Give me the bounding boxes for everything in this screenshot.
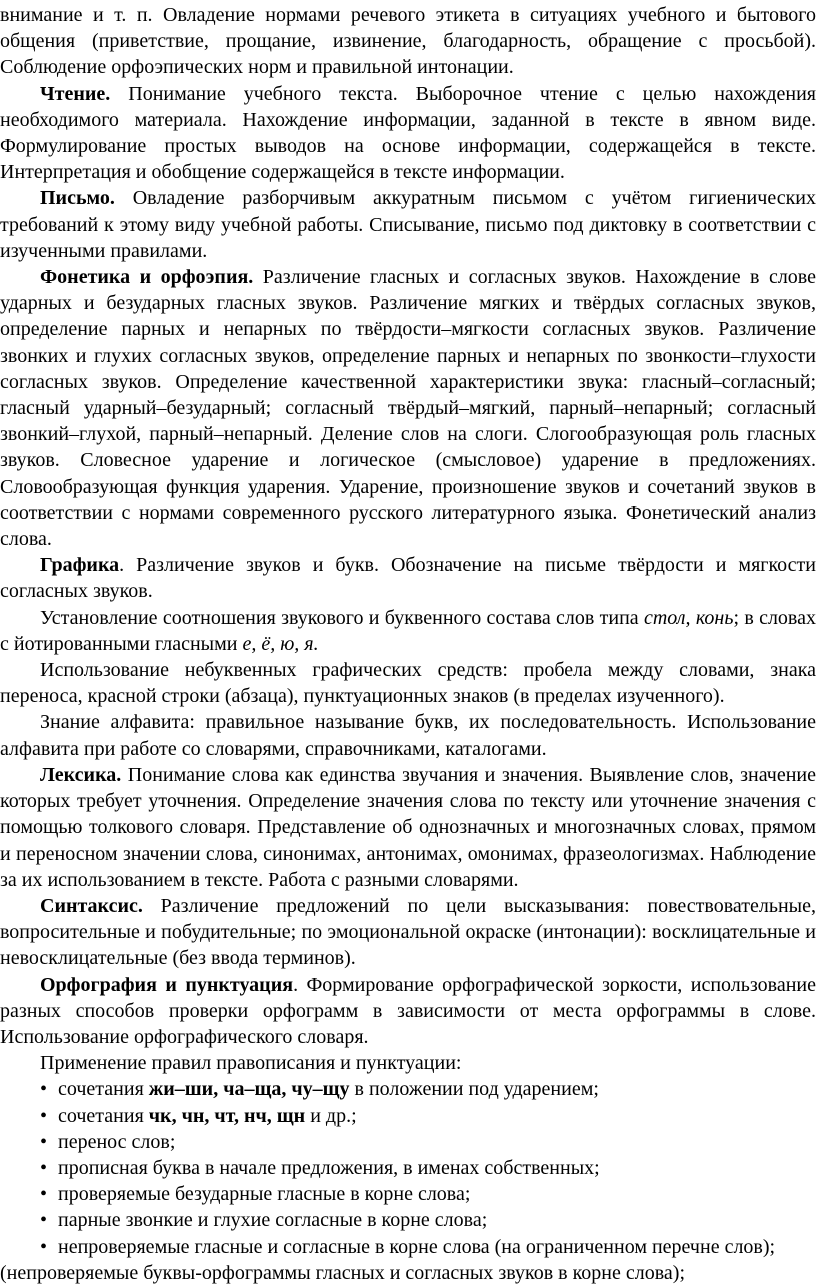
list-item-text: парные звонкие и глухие согласные в корне слова; — [58, 1209, 488, 1232]
list-item — [0, 1181, 816, 1207]
list-item-bold: чк, чн, чт, нч, щн — [148, 1104, 306, 1127]
paragraph-text: Использование небуквенных графических средств: пробела между словами, знака переноса, красной строки (абзаца), пунктуационных знаков (в пределах изученного). — [0, 659, 816, 708]
list-item — [0, 1207, 816, 1233]
paragraph-writing — [0, 185, 816, 264]
paragraph-lexicon — [0, 762, 816, 893]
paragraph-rules-intro — [0, 1050, 816, 1076]
bullet-icon: • — [40, 1104, 48, 1127]
paragraph-graphics-nonletter — [0, 657, 816, 709]
paragraph-text: Различение гласных и согласных звуков. Нахождение в слове ударных и безударных гласных звуков. Различение мягких и твёрдых согласных звуков, определение парных и непарных по твёрдости–мягкости согласных звуков. Различение звонких и глухих согласных звуков, определение парных и непарных по звонкости–глухости согласных звуков. Определение качественной характеристики звука: гласный–согласный; гласный ударный–безударный; согласный твёрдый–мягкий, парный–непарный; согласный звонкий–глухой, парный–непарный. Деление слов на слоги. Слогообразующая роль гласных звуков. Словесное ударение и логическое (смысловое) ударение в предложениях. Словообразующая функция ударения. Ударение, произношение звуков и сочетаний звуков в соответствии с нормами современного русского литературного языка. Фонетический анализ слова. — [0, 266, 816, 551]
paragraph-graphics — [0, 552, 816, 604]
list-item-text: непроверяемые гласные и согласные в корне слова (на ограниченном перечне слов); — [58, 1235, 776, 1258]
list-item-text: проверяемые безударные гласные в корне слова; — [58, 1183, 471, 1206]
section-heading-syntax: Синтаксис. — [40, 894, 143, 917]
list-item-text: сочетания — [58, 1104, 149, 1127]
list-item-text: в положении под ударением; — [349, 1078, 599, 1101]
paragraph-text: Понимание слова как единства звучания и значения. Выявление слов, значение которых требует уточнения. Определение значения слова по тексту или уточнение значения с помощью толкового словаря. Представление об однозначных и многозначных словах, прямом и переносном значении слова, синонимах, антонимах, омонимах, фразеологизмах. Наблюдение за их использованием в тексте. Работа с разными словарями. — [0, 763, 816, 891]
section-heading-phonetics: Фонетика и орфоэпия. — [40, 266, 254, 289]
list-item — [0, 1129, 816, 1155]
paragraph-text: (непроверяемые буквы-орфограммы гласных и согласных звуков в корне слова); — [0, 1261, 686, 1284]
paragraph-text: . Различение звуков и букв. Обозначение на письме твёрдости и мягкости согласных звуков. — [0, 554, 816, 603]
paragraph-unverifiable — [0, 1260, 816, 1286]
paragraph-text: Знание алфавита: правильное называние букв, их последовательность. Использование алфавита при работе со словарями, справочниками, каталогами. — [0, 711, 816, 760]
paragraph-phonetics — [0, 264, 816, 552]
paragraph-text: Различение предложений по цели высказывания: повествовательные, вопросительные и побудительные; по эмоциональной окраске (интонации): восклицательные и невосклицательные (без ввода терминов). — [0, 894, 816, 970]
section-heading-reading: Чтение. — [40, 82, 111, 105]
paragraph-text: ; в словах с йотированными гласными — [0, 606, 816, 655]
example-words: стол, конь — [643, 606, 734, 629]
section-heading-writing: Письмо. — [40, 187, 115, 210]
list-item-text: сочетания — [58, 1078, 149, 1101]
list-item — [0, 1103, 816, 1129]
paragraph-text: Овладение разборчивым аккуратным письмом с учётом гигиенических требований к этому виду учебной работы. Списывание, письмо под диктовку в соответствии с изученными правилами. — [0, 187, 816, 262]
section-heading-orthography: Орфография и пунктуация — [40, 973, 294, 996]
list-item — [0, 1155, 816, 1181]
list-item — [0, 1234, 816, 1260]
paragraph-text: Установление соотношения звукового и буквенного состава слов типа — [40, 606, 644, 629]
paragraph-text: . Формирование орфографической зоркости, использование разных способов проверки орфограмм в зависимости от места орфограммы в слове. Использование орфографического словаря. — [0, 973, 816, 1048]
paragraph-text: Применение правил правописания и пунктуации: — [40, 1052, 462, 1075]
document-body — [0, 2, 816, 1286]
list-item-bold: жи–ши, ча–ща, чу–щу — [148, 1078, 350, 1101]
paragraph-reading — [0, 81, 816, 186]
paragraph-speech-etiquette — [0, 2, 816, 81]
bullet-icon: • — [40, 1209, 48, 1232]
example-letters: е, ё, ю, я. — [242, 632, 319, 655]
paragraph-graphics-sound-letter — [0, 605, 816, 657]
paragraph-syntax — [0, 893, 816, 972]
section-heading-lexicon: Лексика. — [40, 763, 122, 786]
list-item — [0, 1076, 816, 1102]
paragraph-text: Понимание учебного текста. Выборочное чтение с целью нахождения необходимого материала. Нахождение информации, заданной в тексте в явном виде. Формулирование простых выводов на основе информации, содержащейся в тексте. Интерпретация и обобщение содержащейся в тексте информации. — [0, 82, 816, 184]
bullet-icon: • — [40, 1235, 48, 1258]
list-item-text: перенос слов; — [58, 1130, 176, 1153]
bullet-icon: • — [40, 1130, 48, 1153]
bullet-icon: • — [40, 1078, 48, 1101]
bullet-icon: • — [40, 1183, 48, 1206]
list-item-text: прописная буква в начале предложения, в именах собственных; — [58, 1156, 600, 1179]
paragraph-graphics-alphabet — [0, 709, 816, 761]
list-item-text: и др.; — [305, 1104, 357, 1127]
bullet-icon: • — [40, 1156, 48, 1179]
paragraph-text: внимание и т. п. Овладение нормами речевого этикета в ситуациях учебного и бытового общения (приветствие, прощание, извинение, благодарность, обращение с просьбой). Соблюдение орфоэпических норм и правильной интонации. — [0, 4, 816, 79]
section-heading-graphics: Графика — [40, 554, 120, 577]
paragraph-orthography — [0, 972, 816, 1051]
